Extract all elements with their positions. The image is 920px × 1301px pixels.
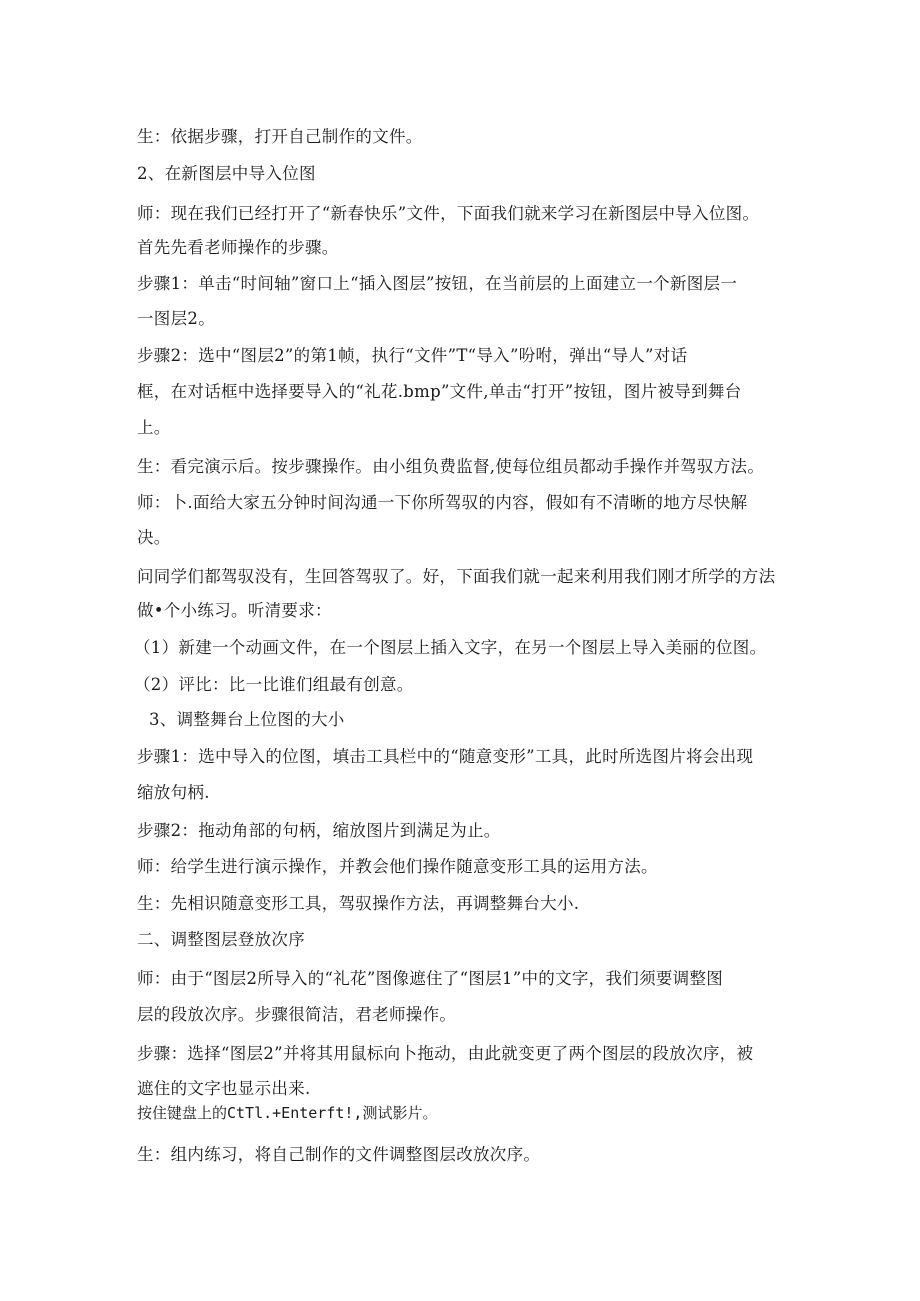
text-line: 做•个小练习。听清要求： (137, 601, 332, 620)
text-line: 缩放句柄. (137, 783, 210, 802)
text-line: 遮住的文字也显示出来. (137, 1079, 311, 1098)
text-line: 首先先看老师操作的步骤。 (137, 238, 339, 257)
text-line: 步骤：选择“图层2”并将其用鼠标向卜拖动，由此就变更了两个图层的段放次序，被 (137, 1044, 754, 1063)
text-line: 一图层2。 (137, 309, 215, 328)
text-line: 上。 (137, 418, 171, 437)
text-line: 生：依据步骤，打开自己制作的文件。 (137, 127, 423, 146)
text-line: 步骤2：选中“图层2”的第1帧，执行“文件”T“导入”吩咐，弹出“导人”对话 (137, 346, 688, 365)
list-item: （2）评比：比一比谁们组最有创意。 (134, 675, 414, 694)
text-line: 师：现在我们已经打开了“新春快乐”文件，下面我们就来学习在新图层中导入位图。 (137, 204, 760, 223)
text-line: 师：给学生进行演示操作，并教会他们操作随意变形工具的运用方法。 (137, 857, 658, 876)
text-line: 生：先相识随意变形工具，驾驭操作方法，再调整舞台大小. (137, 894, 580, 913)
text-line: 问同学们都驾驭没有，生回答驾驭了。好，下面我们就一起来利用我们刚才所学的方法 (137, 567, 776, 586)
text-line: 决。 (137, 528, 171, 547)
text-line: 步骤1：选中导入的位图，填击工具栏中的“随意变形”工具，此时所选图片将会出现 (137, 747, 754, 766)
text-line: 步骤2：拖动角部的句柄，缩放图片到满足为止。 (137, 821, 501, 840)
text-line: 层的段放次序。步骤很简洁，君老师操作。 (137, 1005, 457, 1024)
section-heading: 二、调整图层登放次序 (137, 930, 305, 949)
section-heading: 2、在新图层中导入位图 (137, 164, 316, 183)
text-line: 生：看完演示后。按步骤操作。由小组负费监督,使每位组员都动手操作并驾驭方法。 (137, 457, 765, 476)
text-line: 生：组内练习，将自己制作的文件调整图层改放次序。 (137, 1145, 541, 1164)
text-line: 按住键盘上的CtTl.+Enterft!,测试影片。 (137, 1104, 438, 1122)
text-line: 师：卜.面给大家五分钟时间沟通一下你所驾驭的内容，假如有不清晰的地方尽快解 (137, 493, 748, 512)
text-line: 师：由于“图层2所导入的“礼花”图像遮住了“图层1”中的文字，我们须要调整图 (137, 969, 724, 988)
text-line: 步骤1：单击“时间轴”窗口上“插入图层”按钮，在当前层的上面建立一个新图层一 (137, 274, 738, 293)
section-heading: 3、调整舞台上位图的大小 (149, 710, 345, 729)
list-item: （1）新建一个动画文件，在一个图层上插入文字，在另一个图层上导入美丽的位图。 (134, 638, 767, 657)
text-line: 框，在对话框中选择要导入的“礼花.bmp”文件,单击“打开”按钮，图片被导到舞台 (137, 382, 742, 401)
